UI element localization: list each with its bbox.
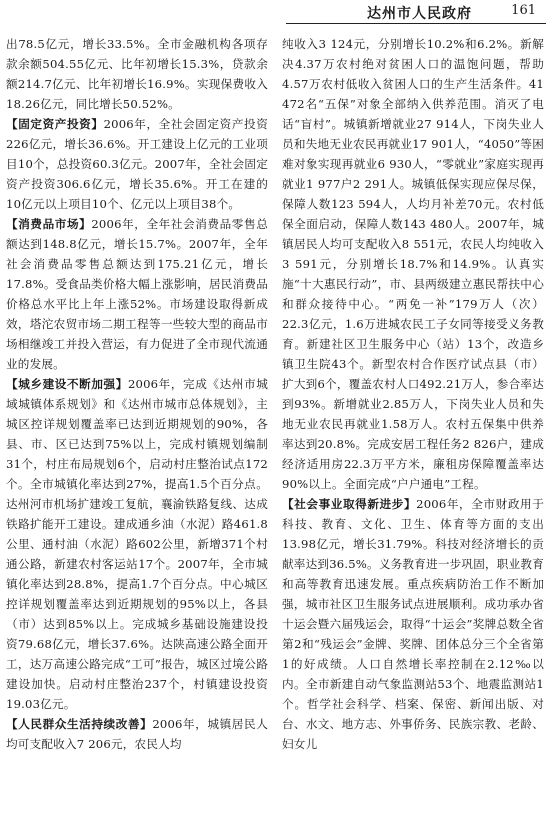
page-number: 161	[511, 3, 536, 18]
paragraph-text: 出78.5亿元，增长33.5%。全市金融机构各项存款余额504.55亿元、比年初增长15.3%，贷款余额214.7亿元、比年初增长16.9%。实现保费收入18.26亿元，同比增长50.52%。	[6, 37, 268, 111]
section-social-undertakings	[282, 494, 544, 754]
header-rule	[286, 23, 546, 24]
section-title: 【消费品市场】	[6, 217, 92, 231]
section-text: 2006年，城镇居民人均可支配收入7 206元，农民人均	[6, 717, 268, 751]
section-title: 【社会事业取得新进步】	[282, 497, 417, 511]
section-title: 【人民群众生活持续改善】	[6, 717, 153, 731]
paragraph-finance	[6, 34, 268, 114]
left-column	[6, 34, 268, 832]
paragraph-text: 纯收入3 124元，分别增长10.2%和6.2%。新解决4.37万农村绝对贫困人口的温饱问题，帮助4.57万农村低收入贫困人口的生产生活条件。41 472名“五保”对象全部纳入供养范围。消灭了电话“盲村”。城镇新增就业27 914人，下岗失业人员和失地无业农民再就业17 901人，“4050”等困难对象实现再就业6 930人，“零就业”家庭实现再就业1 977户2 291人。城镇低保实现应保尽保，保障人数123 594人，人均月补差70元。农村低保全面启动，保障人数143 480人。2007年，城镇居民人均可支配收入8 551元，农民人均纯收入3 591元，分别增长18.7%和14.9%。认真实施“十大惠民行动”，市、县两级建立惠民帮扶中心和群众接待中心。“两免一补”179万人（次）22.3亿元，1.6万进城农民工子女同等接受义务教育。新建社区卫生服务中心（站）13个，改造乡镇卫生院43个。新型农村合作医疗试点县（市）扩大到6个，覆盖农村人口492.21万人，参合率达到93%。新增就业2.85万人，下岗失业人员和失地无业农民再就业1.58万人。农村五保集中供养率达到20.8%。完成安居工程任务2 826户，建成经济适用房22.3万平方米，廉租房保障覆盖率达90%以上。全面完成“户户通电”工程。	[282, 37, 544, 491]
section-living-standards	[6, 714, 268, 754]
section-text: 2006年，全市财政用于科技、教育、文化、卫生、体育等方面的支出13.98亿元，增长31.79%。科技对经济增长的贡献率达到36.5%。义务教育进一步巩固，职业教育和高等教育迅速发展。重点疾病防治工作不断加强，城市社区卫生服务试点进展顺利。成功承办省十运会暨六届残运会，取得“十运会”奖牌总数全省第2和“残运会”金牌、奖牌、团体总分三个全省第1的好成绩。人口自然增长率控制在2.12‰以内。全市新建自动气象监测站53个、地震监测站1个。哲学社会科学、档案、保密、新闻出版、对台、水文、地方志、外事侨务、民族宗教、老龄、妇女儿	[282, 497, 544, 751]
paragraph-living-standards-cont	[282, 34, 544, 494]
section-title: 【城乡建设不断加强】	[6, 377, 128, 391]
section-text: 2006年，全社会固定资产投资226亿元，增长36.6%。开工建设上亿元的工业项目10个，总投资60.3亿元。2007年，全社会固定资产投资306.6亿元，增长35.6%。开工在建的10亿元以上项目10个、亿元以上项目38个。	[6, 117, 268, 211]
section-fixed-asset-investment	[6, 114, 268, 214]
section-urban-rural-construction	[6, 374, 268, 714]
right-column	[282, 34, 544, 832]
section-text: 2006年，全年社会消费品零售总额达到148.8亿元，增长15.7%。2007年，全年社会消费品零售总额达到175.21亿元，增长17.8%。受食品类价格大幅上涨影响，居民消费品价格总水平比上年上涨52%。市场建设取得新成效，塔沱农贸市场二期工程等一些较大型的商品市场相继竣工并投入营运，有力促进了全市现代流通业的发展。	[6, 217, 268, 371]
section-title: 【固定资产投资】	[6, 117, 104, 131]
section-text: 2006年，完成《达州市城域城镇体系规划》和《达州市城市总体规划》，主城区控详规划覆盖率已达到近期规划的90%，各县、市、区已达到75%以上，完成村镇规划编制31个，村庄布局规划6个，启动村庄整治试点172个。全市城镇化率达到27%，提高1.5个百分点。达州河市机场扩建竣工复航，襄渝铁路复线、达成铁路扩能开工建设。建成通乡油（水泥）路461.8公里、通村油（水泥）路602公里，新增371个村通公路，新建农村客运站17个。2007年，全市城镇化率达到28.8%，提高1.7个百分点。中心城区控详规划覆盖率达到近期规划的95%以上，各县（市）达到85%以上。完成城乡基础设施建设投资79.68亿元，增长37.6%。达陕高速公路全面开工，达万高速公路完成“工可”报告，城区过境公路建设加快。启动村庄整治237个，村镇建设投资19.03亿元。	[6, 377, 268, 711]
running-title: 达州市人民政府	[367, 6, 472, 22]
section-consumer-market	[6, 214, 268, 374]
page-header	[0, 0, 550, 26]
